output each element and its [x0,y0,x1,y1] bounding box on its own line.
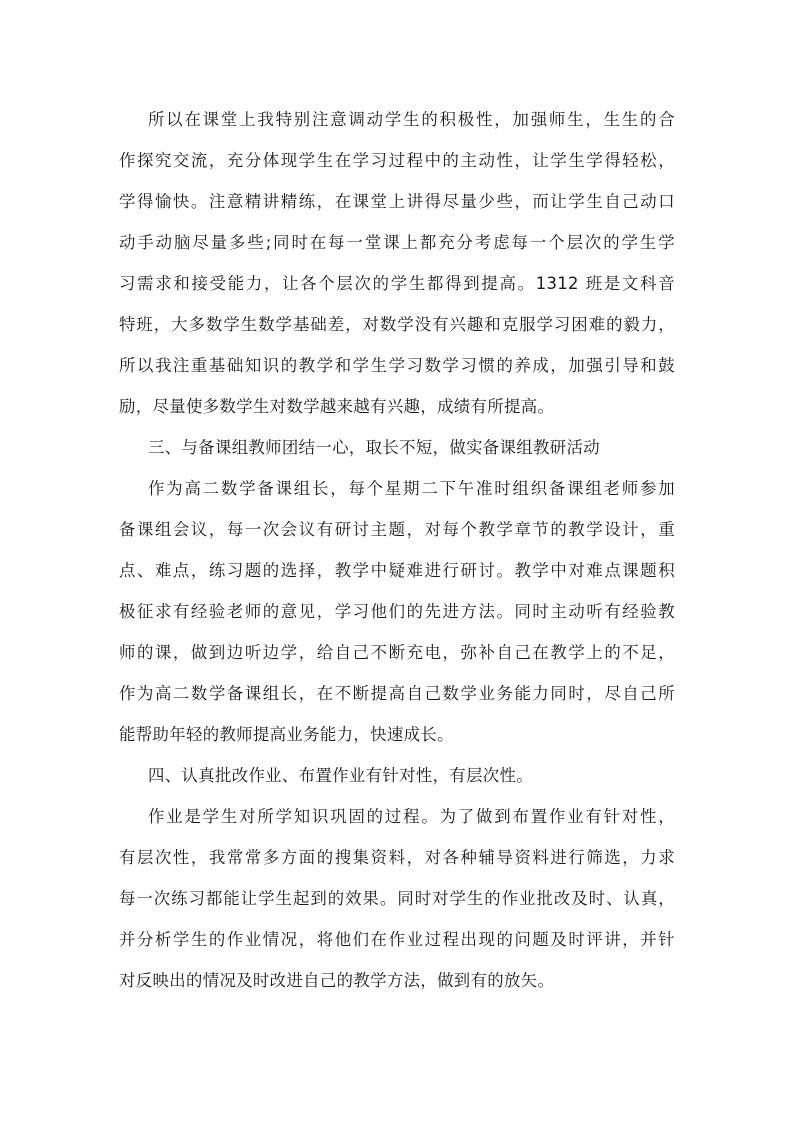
text-line: 特班，大多数学生数学基础差，对数学没有兴趣和克服学习困难的毅力， [119,315,675,334]
text-line: 习需求和接受能力，让各个层次的学生都得到提高。1312 班是文科音 [119,274,675,293]
text-line: 作为高二数学备课组长，在不断提高自己数学业务能力同时，尽自己所 [119,684,675,703]
text-line: 作为高二数学备课组长，每个星期二下午准时组织备课组老师参加 [148,479,675,498]
text-line: 有层次性，我常常多方面的搜集资料，对各种辅导资料进行筛选，力求 [119,848,675,867]
section-heading-4 [119,755,675,796]
text-line: 师的课，做到边听边学，给自己不断充电，弥补自己在教学上的不足， [119,643,675,662]
paragraph-lesson-prep-group [119,468,675,755]
text-line: 极征求有经验老师的意见，学习他们的先进方法。同时主动听有经验教 [119,602,675,621]
text-line: 并分析学生的作业情况，将他们在作业过程出现的问题及时评讲，并针 [119,930,675,949]
text-line: 励，尽量使多数学生对数学越来越有兴趣，成绩有所提高。 [119,397,555,416]
text-line: 能帮助年轻的教师提高业务能力，快速成长。 [119,725,454,744]
text-line: 学得愉快。注意精讲精练，在课堂上讲得尽量少些，而让学生自己动口 [119,192,675,211]
text-line: 动手动脑尽量多些;同时在每一堂课上都充分考虑每一个层次的学生学 [119,233,675,252]
text-line: 每一次练习都能让学生起到的效果。同时对学生的作业批改及时、认真， [119,889,675,908]
heading-line: 四、认真批改作业、布置作业有针对性，有层次性。 [148,766,534,785]
paragraph-classroom-engagement [119,99,675,427]
text-line: 所以在课堂上我特别注意调动学生的积极性，加强师生，生生的合 [148,110,675,129]
text-line: 作探究交流，充分体现学生在学习过程中的主动性，让学生学得轻松， [119,151,675,170]
text-line: 对反映出的情况及时改进自己的教学方法，做到有的放矢。 [119,971,555,990]
text-line: 作业是学生对所学知识巩固的过程。为了做到布置作业有针对性， [148,807,675,826]
heading-line: 三、与备课组教师团结一心，取长不短，做实备课组教研活动 [148,438,600,457]
text-line: 点、难点，练习题的选择，教学中疑难进行研讨。教学中对难点课题积 [119,561,675,580]
text-line: 所以我注重基础知识的教学和学生学习数学习惯的养成，加强引导和鼓 [119,356,675,375]
paragraph-homework [119,796,675,1001]
document-body [119,99,675,1001]
text-line: 备课组会议，每一次会议有研讨主题，对每个教学章节的教学设计，重 [119,520,675,539]
section-heading-3 [119,427,675,468]
